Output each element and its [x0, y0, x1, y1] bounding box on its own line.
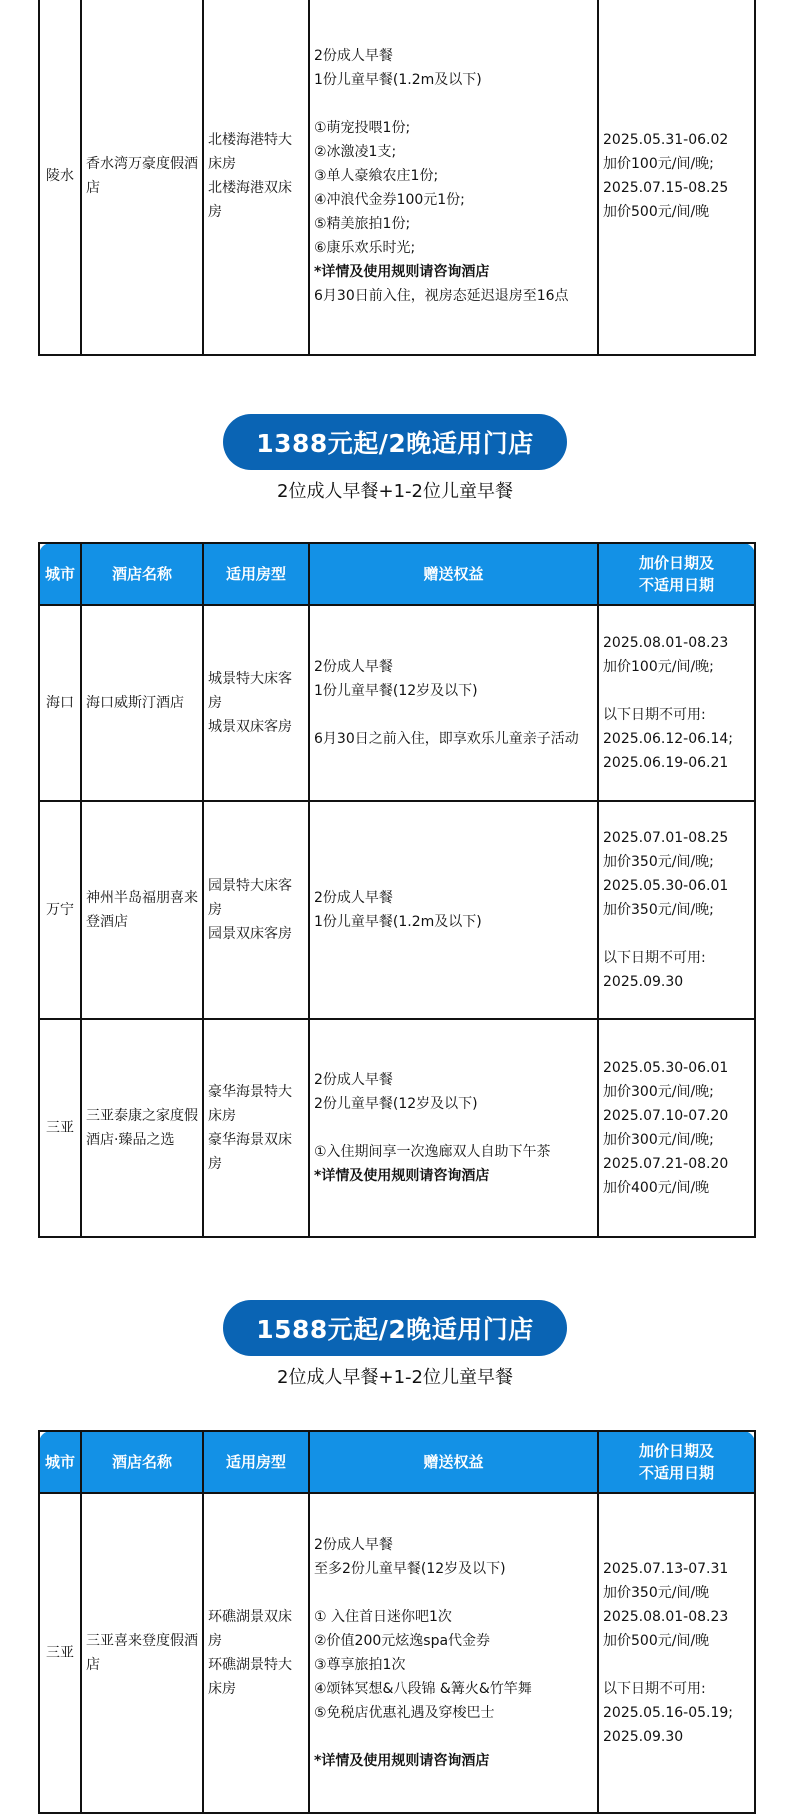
hotel-table-2 — [38, 542, 756, 1238]
price-cell: 2025.07.13-07.31 加价350元/间/晚 2025.08.01-08.23 加价500元/间/晚 以下日期不可用: 2025.05.16-05.19; 2025.09.30 — [598, 1493, 755, 1813]
table-row — [39, 1493, 755, 1813]
city-cell: 三亚 — [39, 1019, 81, 1237]
hotel-table-1 — [38, 0, 756, 356]
benefits-extra: 6月30日前入住，视房态延迟退房至16点 — [314, 288, 569, 304]
header-price-line1: 加价日期及 — [638, 1442, 714, 1460]
benefits-text: 2份成人早餐 2份儿童早餐(12岁及以下) ①入住期间享一次逸廊双人自助下午茶 — [314, 1072, 551, 1160]
room-type-cell: 环礁湖景双床房 环礁湖景特大床房 — [203, 1493, 309, 1813]
header-price — [598, 1431, 755, 1493]
room-type-cell: 豪华海景特大床房 豪华海景双床房 — [203, 1019, 309, 1237]
room-type-cell: 北楼海港特大床房 北楼海港双床房 — [203, 0, 309, 355]
city-cell: 陵水 — [39, 0, 81, 355]
benefits-text: 2份成人早餐 至多2份儿童早餐(12岁及以下) ① 入住首日迷你吧1次 ②价值200元炫逸spa代金券 ③尊享旅拍1次 ④颂钵冥想&八段锦 &篝火&竹竿舞 ⑤免税店优惠礼遇及穿梭巴士 — [314, 1537, 532, 1721]
header-city: 城市 — [39, 543, 81, 605]
header-hotel: 酒店名称 — [81, 1431, 203, 1493]
hotel-name-cell: 香水湾万豪度假酒店 — [81, 0, 203, 355]
section-subtitle: 2位成人早餐+1-2位儿童早餐 — [277, 1367, 513, 1388]
hotel-name-cell: 神州半岛福朋喜来登酒店 — [81, 801, 203, 1019]
table-row — [39, 1019, 755, 1237]
benefits-text: 2份成人早餐 1份儿童早餐(1.2m及以下) ①萌宠投喂1份; ②冰激凌1支; ③单人豪飨农庄1份; ④冲浪代金券100元1份; ⑤精美旅拍1份; ⑥康乐欢乐时光; — [314, 48, 482, 256]
header-hotel: 酒店名称 — [81, 543, 203, 605]
header-price — [598, 543, 755, 605]
section-title-pill: 1388元起/2晚适用门店 — [223, 414, 567, 470]
header-price-line2: 不适用日期 — [638, 576, 714, 594]
table-header-row — [39, 543, 755, 605]
benefits-cell — [309, 1493, 598, 1813]
table-row — [39, 801, 755, 1019]
section-title-pill: 1588元起/2晚适用门店 — [223, 1300, 567, 1356]
header-price-line2: 不适用日期 — [638, 1464, 714, 1482]
benefits-cell: 2份成人早餐 1份儿童早餐(1.2m及以下) — [309, 801, 598, 1019]
table-row — [39, 605, 755, 801]
header-benefits: 赠送权益 — [309, 543, 598, 605]
city-cell: 万宁 — [39, 801, 81, 1019]
city-cell: 三亚 — [39, 1493, 81, 1813]
table-header-row — [39, 1431, 755, 1493]
benefits-cell — [309, 1019, 598, 1237]
header-room: 适用房型 — [203, 1431, 309, 1493]
hotel-name-cell: 三亚喜来登度假酒店 — [81, 1493, 203, 1813]
section-subtitle: 2位成人早餐+1-2位儿童早餐 — [277, 481, 513, 502]
benefits-note: *详情及使用规则请咨询酒店 — [314, 264, 490, 280]
header-price-line1: 加价日期及 — [638, 554, 714, 572]
room-type-cell: 园景特大床客房 园景双床客房 — [203, 801, 309, 1019]
benefits-cell: 2份成人早餐 1份儿童早餐(12岁及以下) 6月30日之前入住，即享欢乐儿童亲子活动 — [309, 605, 598, 801]
table-row — [39, 0, 755, 355]
hotel-name-cell: 三亚泰康之家度假酒店·臻品之选 — [81, 1019, 203, 1237]
price-cell: 2025.08.01-08.23 加价100元/间/晚; 以下日期不可用: 2025.06.12-06.14; 2025.06.19-06.21 — [598, 605, 755, 801]
hotel-table-3 — [38, 1430, 756, 1814]
benefits-note: *详情及使用规则请咨询酒店 — [314, 1753, 490, 1769]
price-cell: 2025.05.31-06.02 加价100元/间/晚; 2025.07.15-08.25 加价500元/间/晚 — [598, 0, 755, 355]
header-room: 适用房型 — [203, 543, 309, 605]
header-city: 城市 — [39, 1431, 81, 1493]
price-cell: 2025.05.30-06.01 加价300元/间/晚; 2025.07.10-07.20 加价300元/间/晚; 2025.07.21-08.20 加价400元/间/晚 — [598, 1019, 755, 1237]
header-benefits: 赠送权益 — [309, 1431, 598, 1493]
benefits-cell — [309, 0, 598, 355]
hotel-name-cell: 海口威斯汀酒店 — [81, 605, 203, 801]
city-cell: 海口 — [39, 605, 81, 801]
room-type-cell: 城景特大床客房 城景双床客房 — [203, 605, 309, 801]
price-cell: 2025.07.01-08.25 加价350元/间/晚; 2025.05.30-06.01 加价350元/间/晚; 以下日期不可用: 2025.09.30 — [598, 801, 755, 1019]
benefits-note: *详情及使用规则请咨询酒店 — [314, 1168, 490, 1184]
